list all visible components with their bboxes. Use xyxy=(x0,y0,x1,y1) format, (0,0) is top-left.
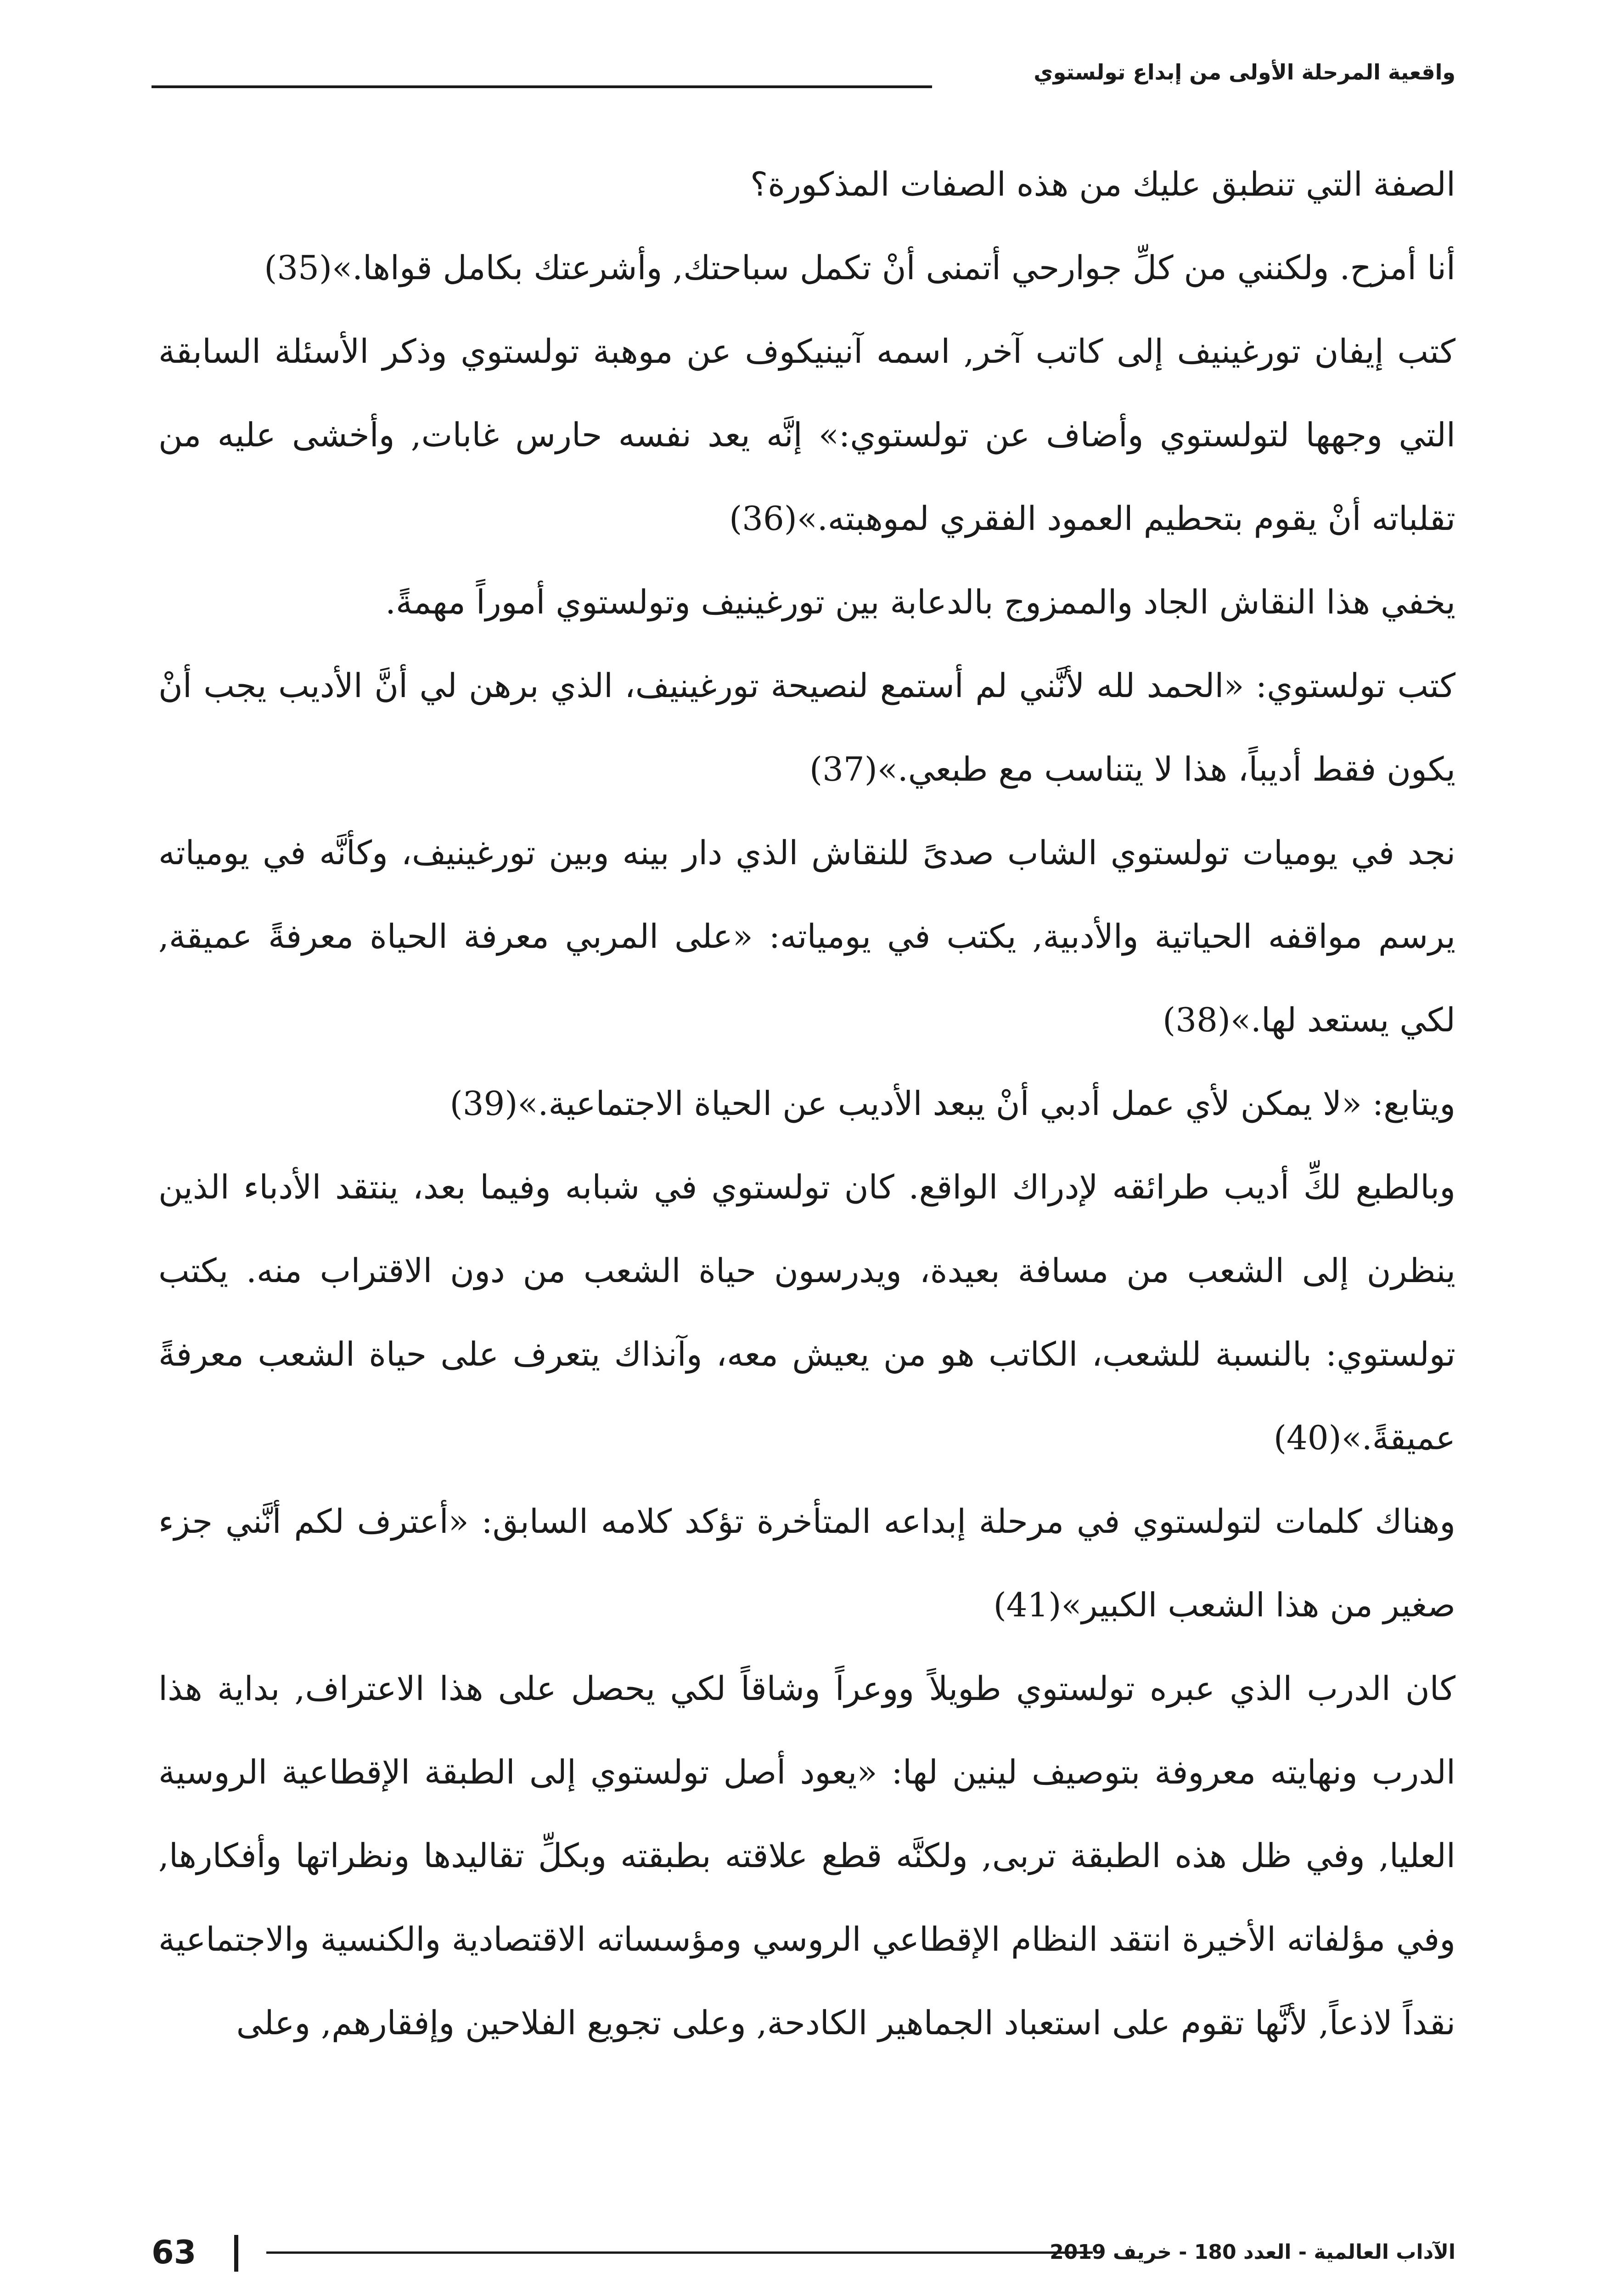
article-body xyxy=(158,142,1455,2065)
running-title: واقعية المرحلة الأولى من إبداع تولستوي xyxy=(1034,60,1455,84)
page-number: 63 xyxy=(152,2234,197,2271)
header-divider xyxy=(152,85,932,88)
page-footer xyxy=(152,2229,1455,2280)
page-number-separator xyxy=(234,2235,238,2272)
paragraph: أنا أمزح. ولكنني من كلِّ جوارحي أتمنى أنْ تكمل سباحتك, وأشرعتك بكامل قواها.»(35) xyxy=(264,248,1455,287)
paragraph: كتب تولستوي: «الحمد لله لأنَّني لم أستمع لنصيحة تورغينيف، الذي برهن لي أنَّ الأديب يجب أنْ يكون فقط أديباً، هذا لا يتناسب مع طبعي.»(37) xyxy=(158,666,1455,788)
running-header xyxy=(152,55,1455,106)
paragraph: وهناك كلمات لتولستوي في مرحلة إبداعه المتأخرة تؤكد كلامه السابق: «أعترف لكم أنَّني جزء صغير من هذا الشعب الكبير»(41) xyxy=(158,1502,1455,1624)
paragraph: ويتابع: «لا يمكن لأي عمل أدبي أنْ يبعد الأديب عن الحياة الاجتماعية.»(39) xyxy=(450,1084,1455,1123)
paragraph: وبالطبع لكِّ أديب طرائقه لإدراك الواقع. كان تولستوي في شبابه وفيما بعد، ينتقد الأدباء الذين ينظرن إلى الشعب من مسافة بعيدة، ويدرسون حياة الشعب من دون الاقتراب منه. يكتب تولستوي: بالنسبة للشعب، الكاتب هو من يعيش معه، وآنذاك يتعرف على حياة الشعب معرفةً عميقةً.»(40) xyxy=(158,1168,1455,1457)
paragraph: كان الدرب الذي عبره تولستوي طويلاً ووعراً وشاقاً لكي يحصل على هذا الاعتراف, بداية هذا الدرب ونهايته معروفة بتوصيف لينين لها: «يعود أصل تولستوي إلى الطبقة الإقطاعية الروسية العليا, وفي ظل هذه الطبقة تربى, ولكنَّه قطع علاقته بطبقته وبكلِّ تقاليدها ونظراتها وأفكارها, وفي مؤلفاته الأخيرة انتقد النظام الإقطاعي الروسي ومؤسساته الاقتصادية والكنسية والاجتماعية نقداً لاذعاً, لأنَّها تقوم على استعباد الجماهير الكادحة, وعلى تجويع الفلاحين وإفقارهم, وعلى xyxy=(158,1669,1456,2042)
journal-issue-info: الآداب العالمية - العدد 180 - خريف 2019 xyxy=(1050,2240,1455,2264)
paragraph: الصفة التي تنطبق عليك من هذه الصفات المذكورة؟ xyxy=(750,165,1455,203)
footer-divider xyxy=(266,2251,1093,2254)
paragraph: نجد في يوميات تولستوي الشاب صدىً للنقاش الذي دار بينه وبين تورغينيف، وكأنَّه في يومياته يرسم مواقفه الحياتية والأدبية, يكتب في يومياته: «على المربي معرفة الحياة معرفةً عميقة, لكي يستعد لها.»(38) xyxy=(158,833,1455,1039)
paragraph: كتب إيفان تورغينيف إلى كاتب آخر, اسمه آنينيكوف عن موهبة تولستوي وذكر الأسئلة السابقة التي وجهها لتولستوي وأضاف عن تولستوي:» إنَّه يعد نفسه حارس غابات, وأخشى عليه من تقلباته أنْ يقوم بتحطيم العمود الفقري لموهبته.»(36) xyxy=(158,332,1455,538)
paragraph: يخفي هذا النقاش الجاد والممزوج بالدعابة بين تورغينيف وتولستوي أموراً مهمةً. xyxy=(385,583,1455,621)
